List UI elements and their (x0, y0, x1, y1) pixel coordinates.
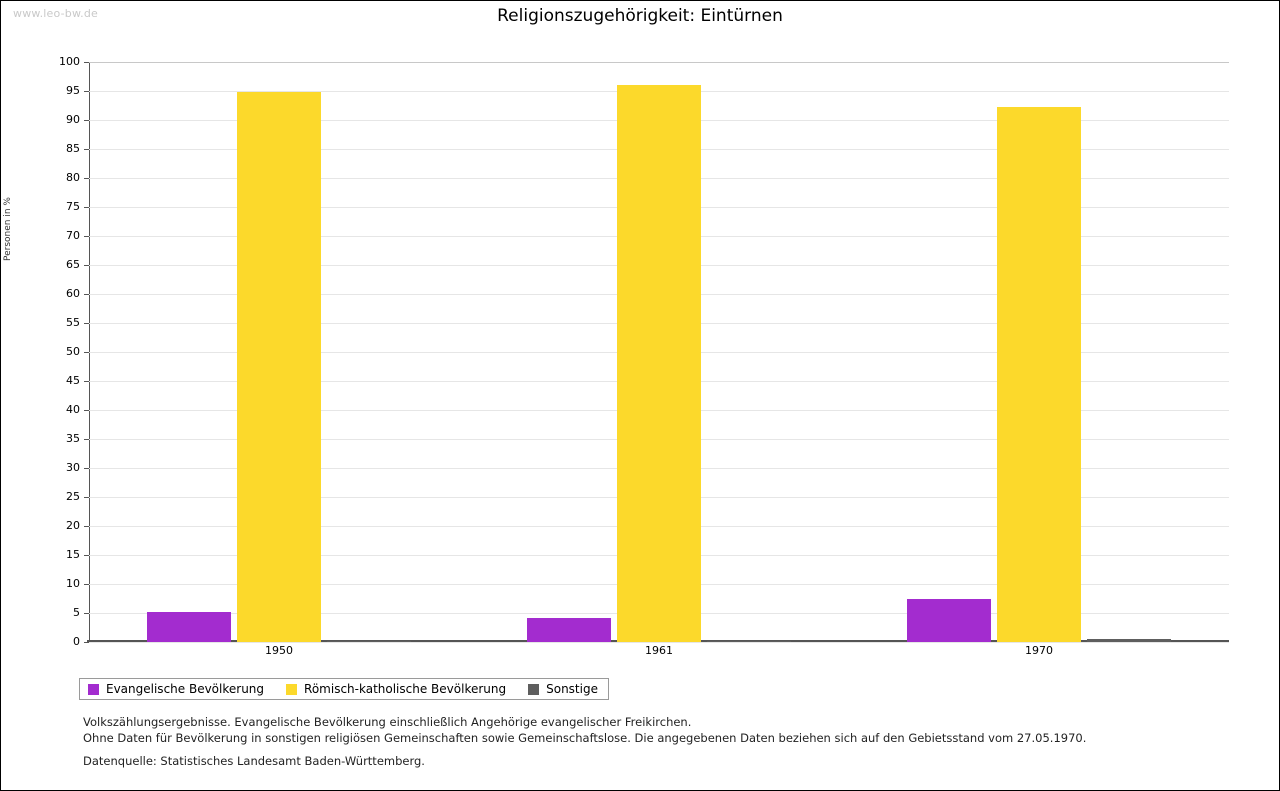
y-axis-tick-label: 15 (66, 548, 80, 561)
y-axis-tick-label: 10 (66, 577, 80, 590)
y-axis-tick-label: 95 (66, 84, 80, 97)
bar (907, 599, 991, 642)
y-axis-tick-label: 45 (66, 374, 80, 387)
watermark: www.leo-bw.de (13, 7, 99, 20)
y-axis-tick-label: 100 (59, 55, 80, 68)
bar (237, 92, 321, 642)
y-axis-tick-label: 0 (73, 635, 80, 648)
legend (79, 678, 609, 700)
y-axis-tick-label: 70 (66, 229, 80, 242)
x-axis-tick-label: 1961 (645, 644, 673, 657)
legend-item[interactable] (88, 682, 264, 696)
x-axis-tick-label: 1970 (1025, 644, 1053, 657)
footnote-line-2: Ohne Daten für Bevölkerung in sonstigen religiösen Gemeinschaften sowie Gemeinschaftslose. Die angegebenen Daten beziehen sich auf den Gebietsstand vom 27.05.1970. (83, 731, 1087, 745)
y-axis-tick-label: 85 (66, 142, 80, 155)
legend-label: Römisch-katholische Bevölkerung (304, 682, 507, 696)
bar (617, 85, 701, 642)
x-axis-tick-label: 1950 (265, 644, 293, 657)
bar (327, 641, 411, 643)
y-axis-tick-label: 65 (66, 258, 80, 271)
y-axis-tick-label: 75 (66, 200, 80, 213)
legend-swatch (286, 684, 297, 695)
y-axis-tick-label: 55 (66, 316, 80, 329)
y-axis-tick-label: 20 (66, 519, 80, 532)
footnotes (83, 714, 1086, 746)
bar (707, 641, 791, 643)
bar (147, 612, 231, 642)
y-axis-label: Personen in % (3, 197, 13, 261)
legend-label: Evangelische Bevölkerung (106, 682, 265, 696)
legend-swatch (88, 684, 99, 695)
legend-item[interactable] (528, 682, 598, 696)
bar (1087, 639, 1171, 642)
y-axis-tick-label: 50 (66, 345, 80, 358)
y-axis-tick-label: 25 (66, 490, 80, 503)
gridline (89, 62, 1229, 63)
legend-label: Sonstige (546, 682, 598, 696)
y-axis-tick-label: 30 (66, 461, 80, 474)
legend-item[interactable] (286, 682, 506, 696)
y-axis-tick-label: 80 (66, 171, 80, 184)
legend-swatch (528, 684, 539, 695)
chart-title: Religionszugehörigkeit: Eintürnen (497, 6, 783, 26)
y-axis-tick-label: 5 (73, 606, 80, 619)
y-axis-tick-label: 90 (66, 113, 80, 126)
data-source: Datenquelle: Statistisches Landesamt Baden-Württemberg. (83, 754, 425, 768)
y-axis-tick-label: 40 (66, 403, 80, 416)
bar (527, 618, 611, 642)
plot-area (59, 55, 1229, 648)
bar (997, 107, 1081, 642)
y-axis-tick-label: 35 (66, 432, 80, 445)
footnote-line-1: Volkszählungsergebnisse. Evangelische Bevölkerung einschließlich Angehörige evangelischer Freikirchen. (83, 715, 692, 729)
y-axis-tick-label: 60 (66, 287, 80, 300)
x-axis-tick-labels (89, 644, 1229, 662)
